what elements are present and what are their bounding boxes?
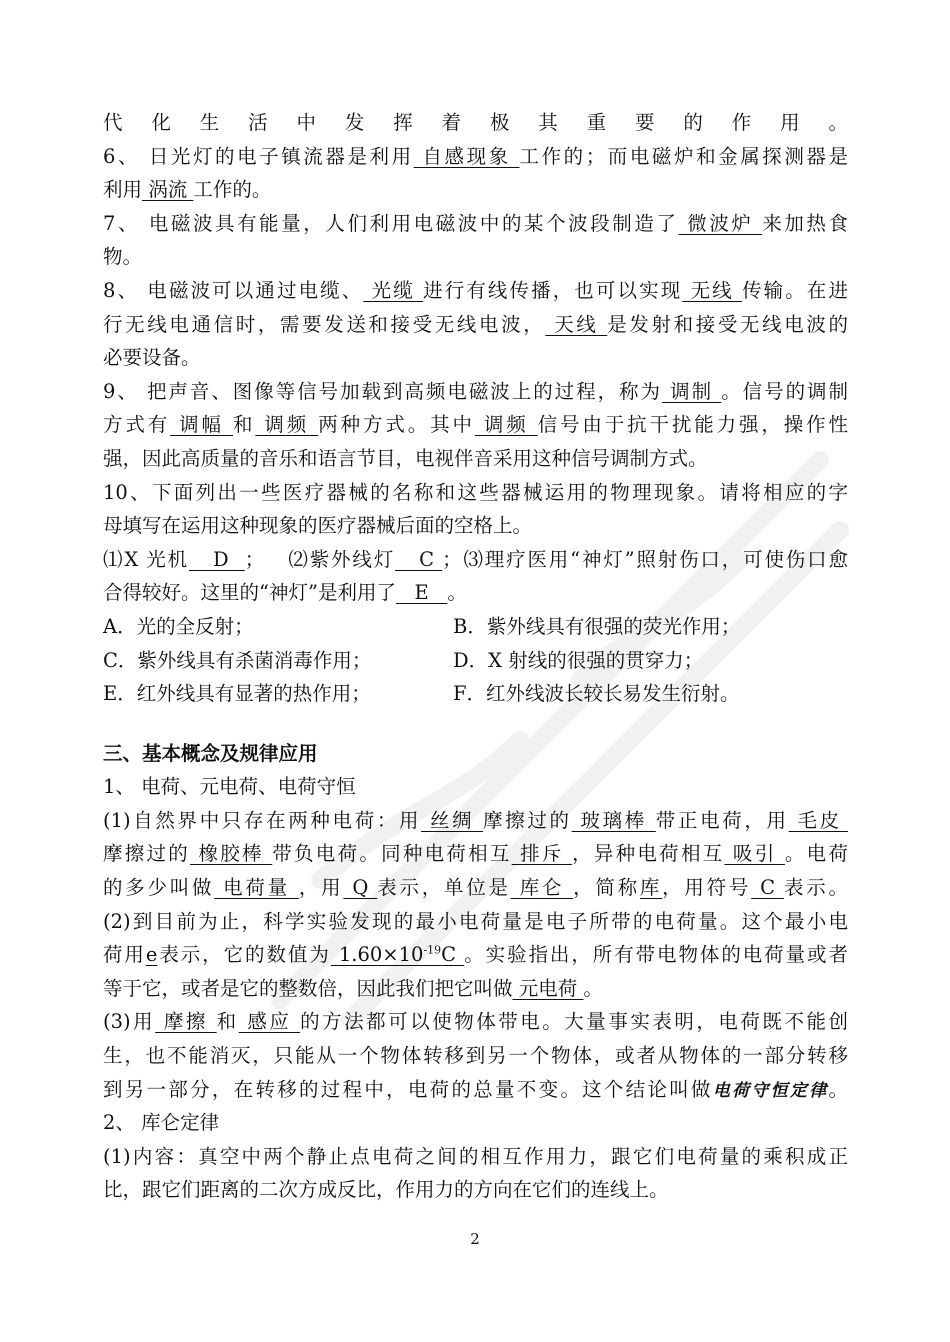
question-7-line-1: 7、 电磁波具有能量，人们利用电磁波中的某个波段制造了 微波炉 来加热食 — [103, 211, 848, 235]
document-body — [103, 106, 848, 1207]
charge-line-6: 等于它，或者是它的整数倍，因此我们把它叫做 元电荷 。 — [103, 976, 603, 1000]
charge-line-3: 的多少叫做 电荷量 ，用 Q 表示，单位是 库仑 ，简称库，用符号 C 表示。 — [103, 876, 848, 900]
answer-blank: 调幅 — [170, 413, 233, 437]
answer-blank: 库 — [639, 876, 663, 900]
options-row — [103, 610, 848, 644]
charge-line-7: (3)用 摩擦 和 感应 的方法都可以使物体带电。大量事实表明，电荷既不能创 — [103, 1010, 848, 1034]
answer-blank: 毛皮 — [788, 808, 848, 832]
answer-blank: 丝绸 — [421, 808, 484, 832]
answer-blank: 光缆 — [363, 278, 424, 302]
answer-blank: C — [395, 547, 443, 571]
question-8-line-3: 必要设备。 — [103, 346, 201, 370]
options-row — [103, 644, 848, 678]
text-line: 代化生活中发挥着极其重要的作用。 — [103, 111, 848, 134]
answer-blank: 调制 — [661, 379, 722, 403]
question-10-line-4: 合得较好。这里的“神灯”是利用了 E 。 — [103, 581, 467, 605]
page-number: 2 — [470, 1230, 480, 1248]
question-6-line-1: 6、 日光灯的电子镇流器是利用 自感现象 工作的；而电磁炉和金属探测器是 — [103, 144, 848, 168]
question-8-line-2: 行无线电通信时，需要发送和接受无线电波， 天线 是发射和接受无线电波的 — [103, 312, 848, 336]
charge-line-8: 生，也不能消灭，只能从一个物体转移到另一个物体，或者从物体的一部分转移 — [103, 1044, 848, 1068]
answer-blank: 元电荷 — [512, 976, 584, 1000]
section-title: 三、基本概念及规律应用 — [103, 741, 318, 765]
question-7-line-2: 物。 — [103, 245, 143, 269]
question-10-line-3: ⑴X 光机 D ； ⑵紫外线灯 C ；⑶理疗医用“神灯”照射伤口，可使伤口愈 — [103, 547, 848, 571]
question-8-line-1: 8、 电磁波可以通过电缆、 光缆 进行有线传播，也可以实现 无线 传输。在进 — [103, 278, 848, 302]
answer-blank: E — [395, 581, 448, 605]
options-row — [103, 677, 848, 711]
coulomb-line-2: 比，跟它们距离的二次方成反比，作用力的方向在它们的连线上。 — [103, 1178, 669, 1202]
option-f: F．红外线波长较长易发生衍射。 — [453, 682, 740, 706]
answer-blank: 调频 — [255, 413, 319, 437]
option-b: B．紫外线具有很强的荧光作用； — [453, 614, 741, 638]
question-10-line-1: 10、下面列出一些医疗器械的名称和这些器械运用的物理现象。请将相应的字 — [103, 480, 848, 504]
subsection-heading: 2、 库仑定律 — [103, 1111, 220, 1135]
subsection-heading: 1、 电荷、元电荷、电荷守恒 — [103, 775, 356, 799]
emphasis-term: 电荷守恒定律 — [712, 1080, 829, 1101]
answer-blank: D — [188, 547, 245, 571]
answer-blank: 涡流 — [142, 178, 194, 202]
charge-line-5: 荷用e表示，它的数值为 $1.60\times 10^{-19}C$ 。实验指出，所有带电物体的电荷量或者 — [103, 943, 848, 967]
answer-blank: 调频 — [474, 413, 538, 437]
charge-line-1: (1)自然界中只存在两种电荷：用 丝绸 摩擦过的 玻璃棒 带正电荷，用 毛皮 — [103, 808, 848, 832]
answer-blank: Q — [343, 876, 378, 900]
answer-blank: C — [751, 876, 784, 900]
answer-blank: 感应 — [238, 1010, 301, 1034]
answer-blank: 库仑 — [510, 876, 574, 900]
answer-blank: 电荷量 — [214, 876, 299, 900]
charge-line-9: 到另一部分，在转移的过程中，电荷的总量不变。这个结论叫做电荷守恒定律。 — [103, 1077, 848, 1101]
charge-line-2: 摩擦过的 橡胶棒 带负电荷。同种电荷相互 排斥 ，异种电荷相互 吸引 。电荷 — [103, 842, 848, 866]
question-6-line-2: 利用 涡流 工作的。 — [103, 178, 272, 202]
answer-blank: $1.60\times 10^{-19}C$ — [330, 943, 465, 967]
answer-blank: 自感现象 — [413, 144, 520, 168]
answer-blank: 天线 — [545, 312, 608, 336]
answer-blank: 橡胶棒 — [190, 842, 273, 866]
answer-blank: 吸引 — [724, 842, 785, 866]
answer-blank: 无线 — [682, 278, 743, 302]
charge-line-4: (2)到目前为止，科学实验发现的最小电荷量是电子所带的电荷量。这个最小电 — [103, 909, 848, 933]
answer-blank: 玻璃棒 — [571, 808, 656, 832]
answer-blank: e — [145, 943, 158, 967]
question-9-line-1: 9、 把声音、图像等信号加载到高频电磁波上的过程，称为 调制 。信号的调制 — [103, 379, 848, 403]
coulomb-line-1: (1)内容：真空中两个静止点电荷之间的相互作用力，跟它们电荷量的乘积成正 — [103, 1144, 848, 1168]
question-9-line-2: 方式有 调幅 和 调频 两种方式。其中 调频 信号由于抗干扰能力强，操作性 — [103, 413, 848, 437]
option-a: A．光的全反射； — [103, 614, 254, 638]
answer-blank: 排斥 — [511, 842, 573, 866]
option-c: C．紫外线具有杀菌消毒作用； — [103, 648, 372, 672]
question-10-line-2: 母填写在运用这种现象的医疗器械后面的空格上。 — [103, 514, 533, 538]
option-e: E．红外线具有显著的热作用； — [103, 682, 371, 706]
option-d: D．X 射线的很强的贯穿力； — [453, 648, 704, 672]
answer-blank: 摩擦 — [155, 1010, 217, 1034]
answer-blank: 微波炉 — [678, 211, 763, 235]
question-9-line-3: 强，因此高质量的音乐和语言节目，电视伴音采用这种信号调制方式。 — [103, 446, 708, 470]
